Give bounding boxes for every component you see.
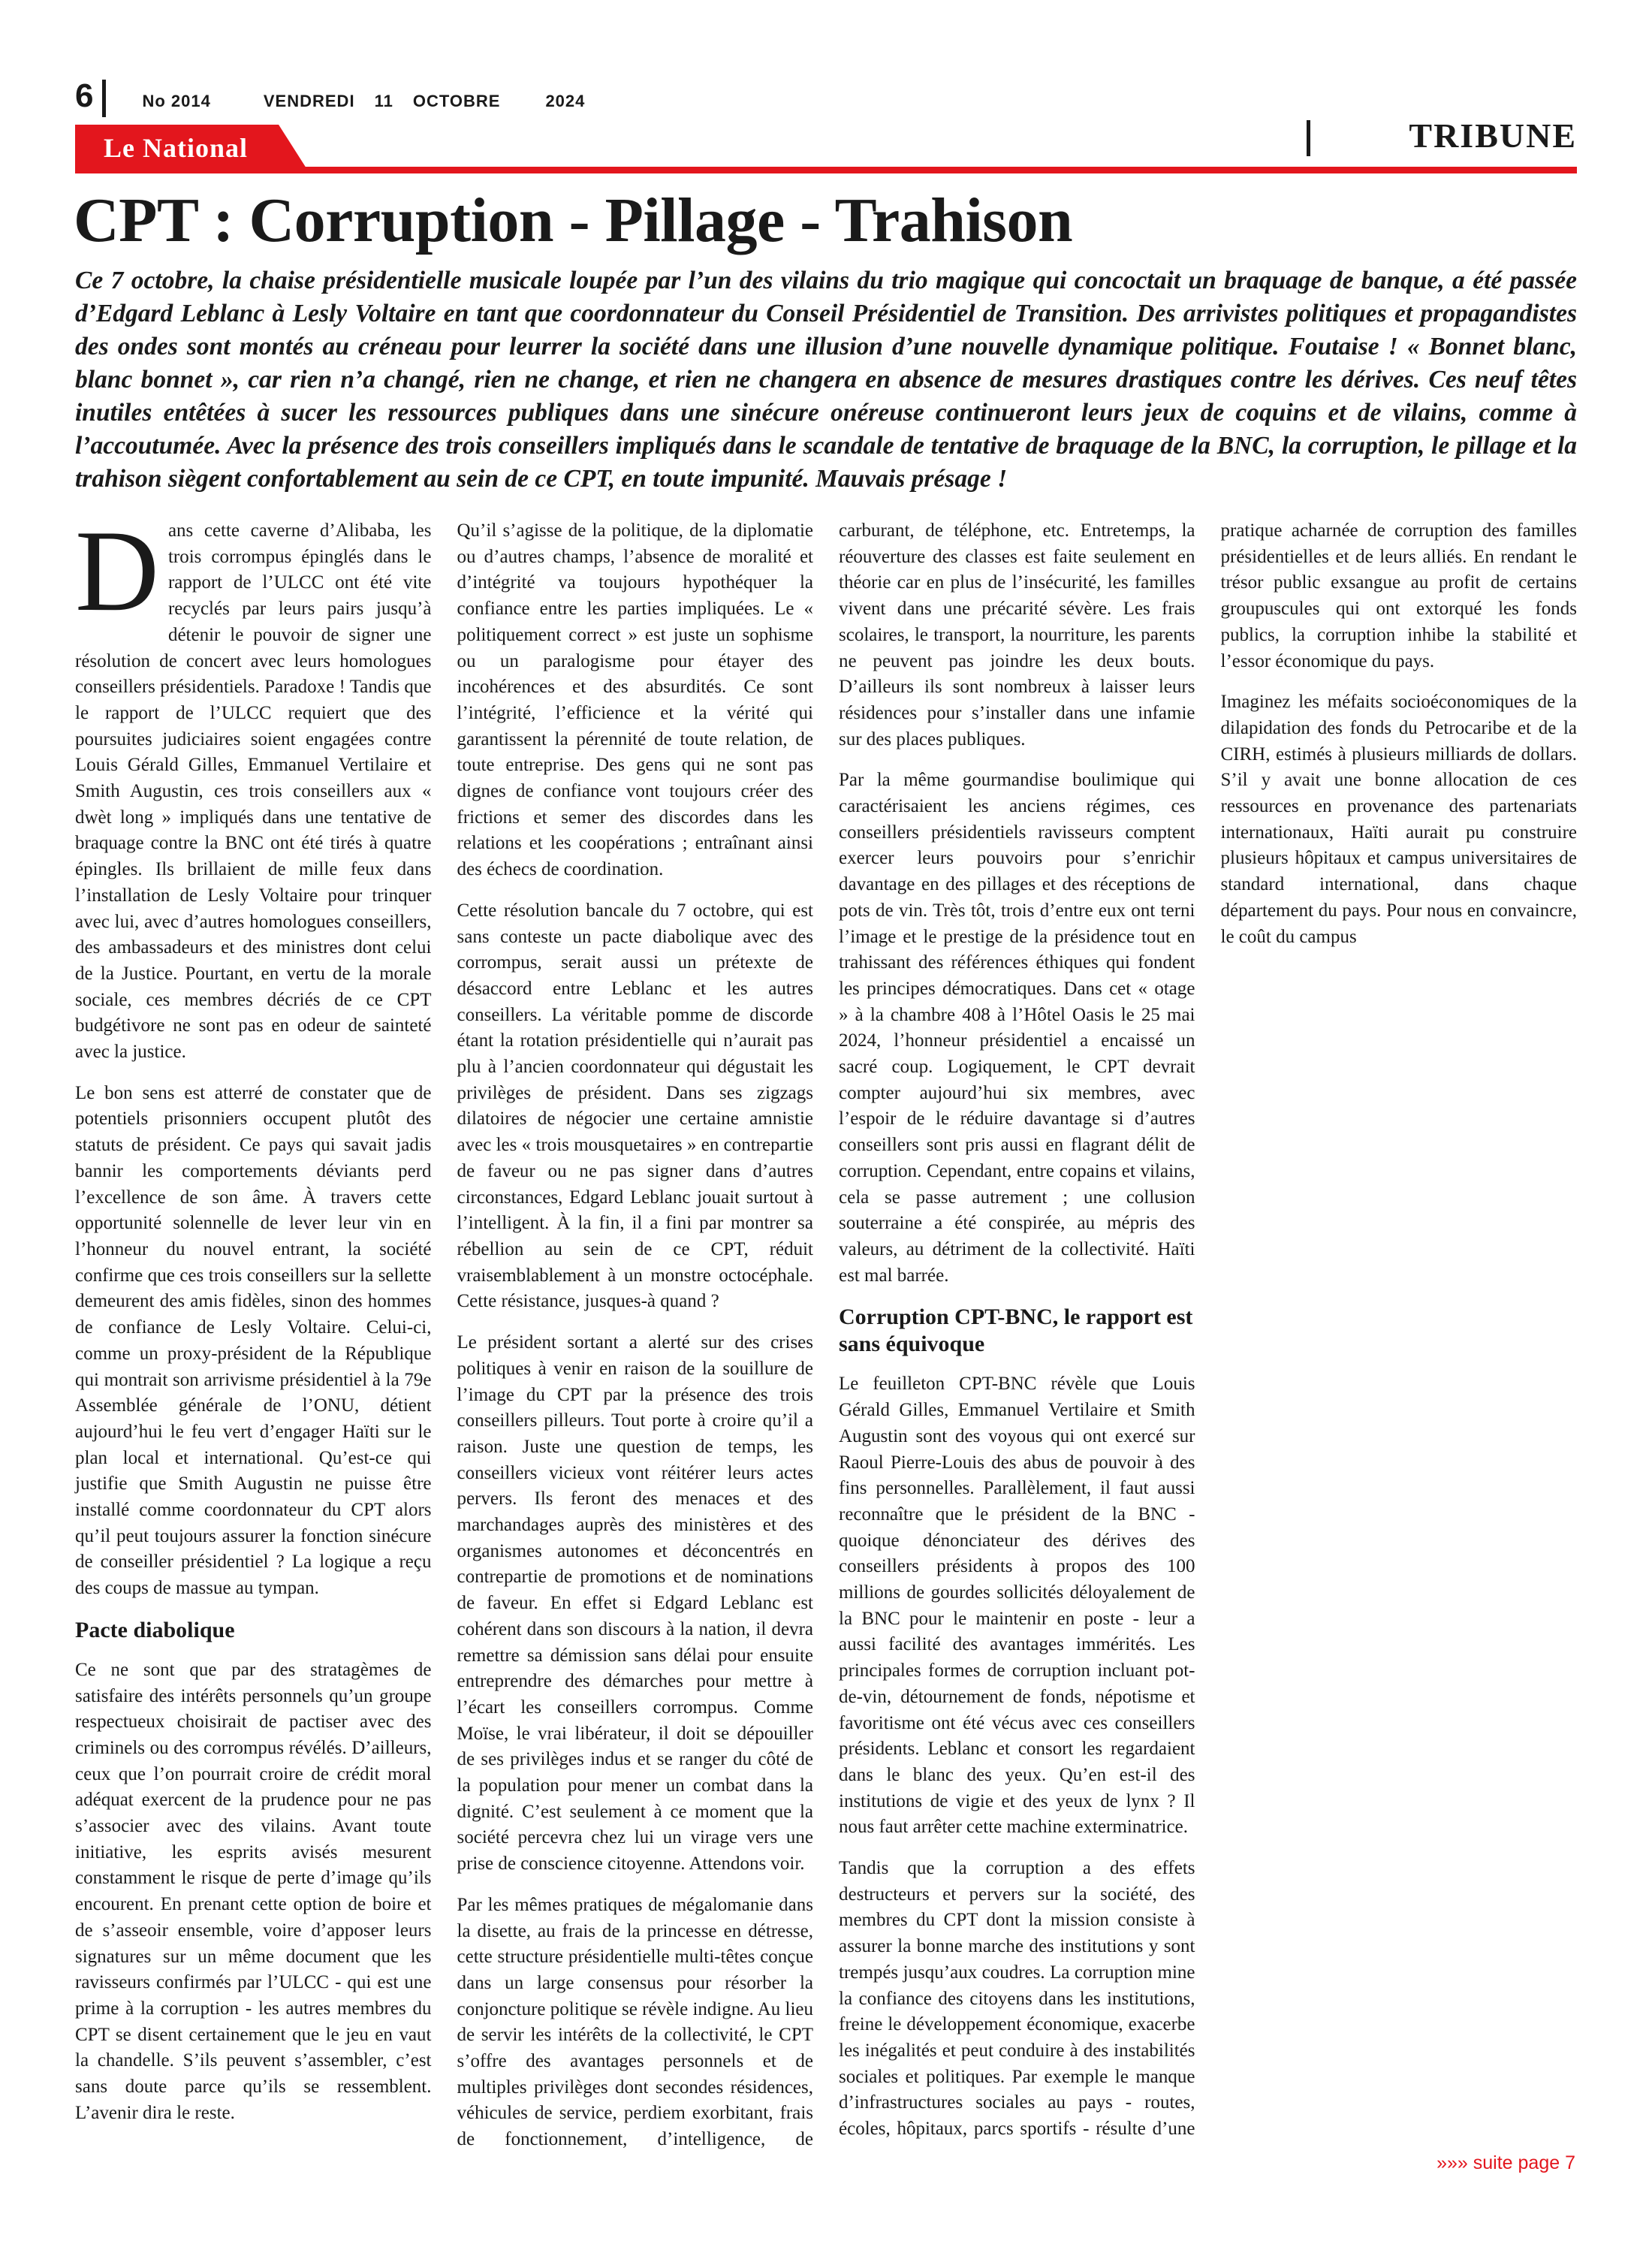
section-divider: [1307, 120, 1310, 156]
section-label: TRIBUNE: [1409, 116, 1577, 155]
date-month: OCTOBRE: [412, 92, 501, 110]
header-rule: [75, 167, 1577, 173]
subheading-corruption-cpt-bnc: Corruption CPT-BNC, le rapport est sans équivoque: [839, 1304, 1193, 1357]
brand-logo: Le National: [104, 133, 249, 163]
paragraph-11: Imaginez les méfaits socioéconomiques de la dilapidation des fonds du Petrocaribe et de la CIRH, estimés à plusieurs milliards de dollars. S’il y avait une bonne allocation de ces ressources en provenance des partenariats internationaux, Haïti aurait pu construire plusieurs hôpitaux et campus universitaires de standard international, dans chaque département du pays. Pour nous en convaincre, le coût du campus: [1220, 692, 1577, 947]
paragraph-1-text: ans cette caverne d’Alibaba, les trois corrompus épinglés dans le rapport de l’ULCC ont été vite recyclés par leurs pairs jusqu’à détenir le pouvoir de signer une résolution de concert avec leurs homologues conseillers présidentiels. Paradoxe ! Tandis que le rapport de l’ULCC requiert que des poursuites judiciaires soient engagées contre Louis Gérald Gilles, Emmanuel Vertilaire et Smith Augustin, ces trois conseillers aux « dwèt long » impliqués dans une tentative de braquage contre la BNC ont été tirés à quatre épingles. Ils brillaient de mille feux dans l’installation de Lesly Voltaire pour trinquer avec lui, avec d’autres homologues conseillers, des ambassadeurs et des ministres dont celui de la Justice. Pourtant, en vertu de la morale sociale, ces membres décriés de ce CPT budgétivore ne sont pas en odeur de sainteté avec la justice.: [75, 520, 432, 1063]
paragraph-4: Qu’il s’agisse de la politique, de la diplomatie ou d’autres champs, l’absence de moralité et d’intégrité va toujours hypothéquer la confiance entre les parties impliquées. Le « politiquement correct » est juste un sophisme ou un paralogisme pour étayer des incohérences et des absurdités. Ce sont l’intégrité, l’efficience et la vérité qui garantissent la pérennité de toute relation, de toute entreprise. Des gens qui ne sont pas dignes de confiance vont toujours créer des frictions et semer des discordes dans les relations et les coopérations ; entraînant ainsi des échecs de coordination.: [457, 520, 813, 880]
header-line: [75, 77, 604, 117]
date-weekday: VENDREDI: [263, 92, 355, 110]
paragraph-5: Cette résolution bancale du 7 octobre, qui est sans conteste un pacte diabolique avec des corrompus, serait aussi un prétexte de désaccord entre Leblanc et les autres conseillers. La véritable pomme de discorde étant la rotation présidentielle qui n’aurait pas plu à l’ancien coordonnateur qui dégustait les privilèges de président. Dans ses zigzags dilatoires de négocier une certaine amnistie avec les « trois mousquetaires » en contrepartie de faveur ou ne pas signer dans d’autres circonstances, Edgard Leblanc jouait surtout à l’intelligent. À la fin, il a fini par montrer sa rébellion au sein de ce CPT, réduit vraisemblablement à un monstre octocéphale. Cette résistance, jusques-à quand ?: [457, 900, 813, 1312]
article-body: [75, 506, 1577, 2163]
date-year: 2024: [545, 92, 586, 110]
page-number: 6: [75, 77, 94, 114]
paragraph-8: Par la même gourmandise boulimique qui caractérisaient les anciens régimes, ces conseillers présidentiels ravisseurs comptent exercer leurs pouvoirs pour s’enrichir davantage en des pillages et des réceptions de pots de vin. Très tôt, trois d’entre eux ont terni l’image et le prestige de la présidence tout en trahissant des références éthiques qui fondent les principes démocratiques. Dans cet « otage » à la chambre 408 à l’Hôtel Oasis le 25 mai 2024, l’honneur présidentiel a encaissé un sacré coup. Logiquement, le CPT devrait compter aujourd’hui six membres, avec l’espoir de le réduire davantage si d’autres conseillers sont pris aussi en flagrant délit de corruption. Cependant, entre copains et vilains, cela se passe autrement ; une collusion souterraine a été conspirée, au mépris des valeurs, au détriment de la collectivité. Haïti est mal barrée.: [839, 770, 1195, 1286]
paragraph-1: [75, 506, 432, 1066]
subheading-pacte-diabolique: Pacte diabolique: [75, 1617, 235, 1642]
drop-cap: D: [75, 506, 159, 635]
continued-on-page-link: »»» suite page 7: [1436, 2152, 1575, 2173]
paragraph-10: Tandis que la corruption a des effets destructeurs et pervers sur la société, des membres du CPT dont la mission consiste à assurer la bonne marche des institutions y sont trempés jusqu’aux coudres. La corruption mine la confiance des citoyens dans les institutions, freine le développement économique, exacerbe les inégalités et peut conduire à des instabilités sociales et politiques. Par exemple le manque d’infrastructures sociales au pays - routes, écoles, hôpitaux, parcs sportifs - résulte d’une pratique acharnée de corruption des familles présidentielles et de leurs alliés. En rendant le trésor public exsangue au profit de certains groupuscules qui ont extorqué les fonds publics, la corruption inhibe la stabilité et l’essor économique du pays.: [839, 520, 1577, 2140]
issue-number: No 2014: [142, 92, 211, 110]
paragraph-2: Le bon sens est atterré de constater que de potentiels prisonniers occupent plutôt des statuts de président. Ce pays qui savait jadis bannir les comportements déviants perd l’excellence de son âme. À travers cette opportunité solennelle de lever leur vin en l’honneur du nouvel entrant, la société confirme que ces trois conseillers sur la sellette demeurent des amis fidèles, sinon des hommes de confiance de Lesly Voltaire. Celui-ci, comme un proxy-président de la République qui montrait son arrivisme présidentiel à la 79e Assemblée générale de l’ONU, détient aujourd’hui le feu vert d’engager Haïti sur le plan local et international. Qu’est-ce qui justifie que Smith Augustin ne puisse être installé comme coordonnateur du CPT alors qu’il peut toujours assurer la fonction sinécure de conseiller présidentiel ? La logique a reçu des coups de massue au tympan.: [75, 1082, 432, 1599]
paragraph-6: Le président sortant a alerté sur des crises politiques à venir en raison de la souillure de l’image du CPT par la présence des trois conseillers pilleurs. Tout porte à croire qu’il a raison. Juste une question de temps, les conseillers vicieux vont réitérer leurs actes pervers. Ils feront des menaces et des marchandages auprès des ministères et des organismes autonomes et déconcentrés en contrepartie de promotions et de nominations de faveur. En effet si Edgard Leblanc est cohérent dans son discours à la nation, il devra remettre sa démission sans délai pour ensuite entreprendre des démarches pour mettre à l’écart les conseillers corrompus. Comme Moïse, le vrai libérateur, il doit se dépouiller de ses privilèges indus et se ranger du côté de la population pour mener un combat dans la dignité. C’est seulement à ce moment que la société percevra chez lui un virage vers une prise de conscience citoyenne. Attendons voir.: [457, 1332, 813, 1874]
lead-paragraph: Ce 7 octobre, la chaise présidentielle musicale loupée par l’un des vilains du trio magique qui concoctait un braquage de banque, a été passée d’Edgard Leblanc à Lesly Voltaire en tant que coordonnateur du Conseil Présidentiel de Transition. Des arrivistes politiques et propagandistes des ondes sont montés au créneau pour leurrer la société dans une illusion d’une nouvelle dynamique politique. Foutaise ! « Bonnet blanc, blanc bonnet », car rien n’a changé, rien ne change, et rien ne changera en absence de mesures drastiques contre les dérives. Ces neuf têtes inutiles entêtées à sucer les ressources publiques dans une sinécure onéreuse continueront leurs jeux de coquins et de vilains, comme à l’accoutumée. Avec la présence des trois conseillers impliqués dans le scandale de tentative de braquage de la BNC, la corruption, le pillage et la trahison siègent confortablement au sein de ce CPT, en toute impunité. Mauvais présage !: [75, 267, 1577, 493]
paragraph-9: Le feuilleton CPT-BNC révèle que Louis Gérald Gilles, Emmanuel Vertilaire et Smith Augustin sont des voyous qui ont exercé sur Raoul Pierre-Louis des abus de pouvoir à des fins personnelles. Parallèlement, il faut aussi reconnaître que le président de la BNC - quoique dénonciateur des dérives des conseillers présidents à propos des 100 millions de gourdes sollicités déloyalement de la BNC pour le maintenir en poste - leur a aussi facilité des avantages immérités. Les principales formes de corruption incluant pot-de-vin, détournement de fonds, népotisme et favoritisme ont été vécus avec ces conseillers présidents. Leblanc et consort les regardaient dans le blanc des yeux. Qu’en est-il des institutions de vigie et des yeux de lynx ? Il nous faut arrêter cette machine exterminatrice.: [839, 1374, 1195, 1838]
headline: CPT : Corruption - Pillage - Trahison: [74, 185, 1073, 255]
date-day: 11: [374, 92, 393, 110]
paragraph-3: Ce ne sont que par des stratagèmes de satisfaire des intérêts personnels qu’un groupe respectueux choisirait de pactiser avec des criminels ou des corrompus révélés. D’ailleurs, ceux que l’on pourrait croire de crédit moral adéquat exercent de la prudence pour ne pas s’associer avec des vilains. Avant toute initiative, les esprits avisés mesurent constamment le risque de perte d’image qu’ils encourent. En prenant cette option de boire et de s’asseoir ensemble, voire d’apposer leurs signatures sur un même document que les ravisseurs confirmés par l’ULCC - qui est une prime à la corruption - les autres membres du CPT se disent certainement que le jeu en vaut la chandelle. S’ils peuvent s’assembler, c’est sans doute parce qu’ils se ressemblent. L’avenir dira le reste.: [75, 1659, 432, 2123]
page-number-divider: [102, 80, 106, 117]
paragraph-7: Par les mêmes pratiques de mégalomanie dans la disette, au frais de la princesse en détresse, cette structure présidentielle multi-têtes conçue dans un large consensus pour résorber la conjoncture politique se révèle indigne. Au lieu de servir les intérêts de la collectivité, le CPT s’offre des avantages personnels et de multiples privilèges dont secondes résidences, véhicules de service, perdiem exorbitant, frais de fonctionnement, d’intelligence, de carburant, de téléphone, etc. Entretemps, la réouverture des classes est faite seulement en théorie car en plus de l’insécurité, les familles vivent dans une précarité sévère. Les frais scolaires, le transport, la nourriture, les parents ne peuvent pas joindre les deux bouts. D’ailleurs ils sont nombreux à laisser leurs résidences pour s’installer dans une infamie sur des places publiques.: [457, 520, 1195, 2150]
